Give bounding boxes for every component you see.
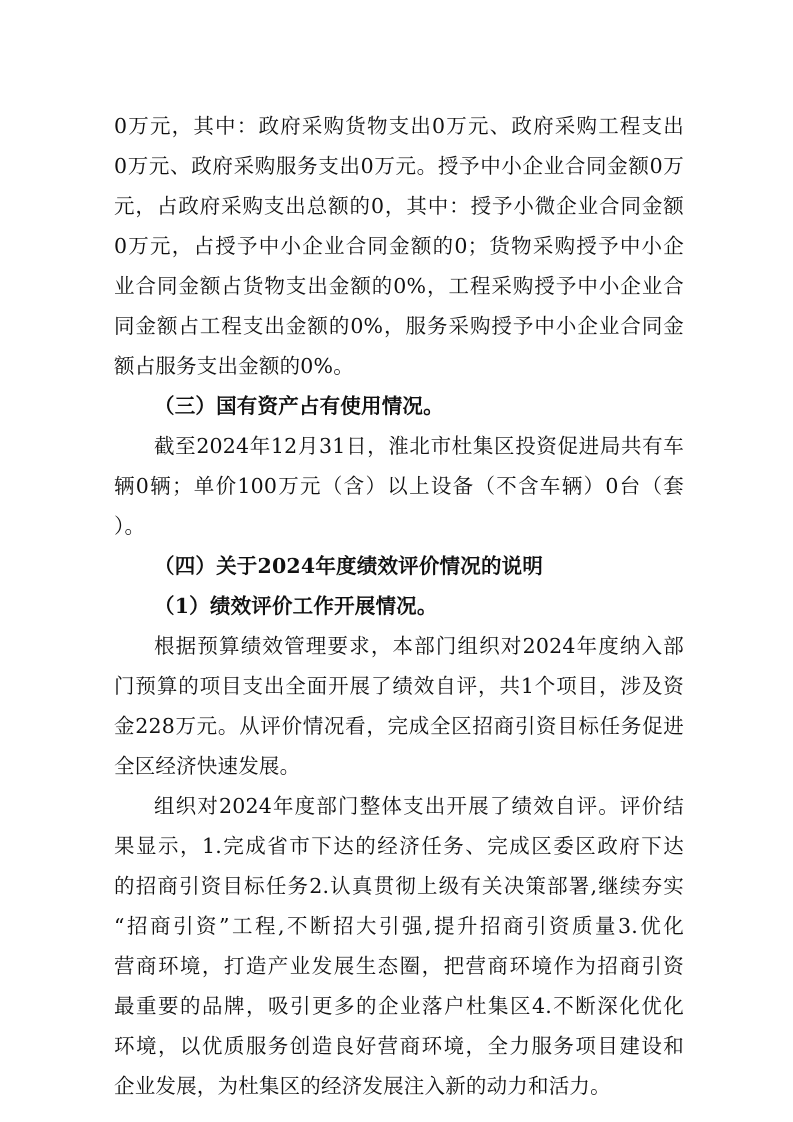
paragraph-line: 的招商引资目标任务2.认真贯彻上级有关决策部署,继续夯实 [114,874,684,898]
paragraph-line: 企业发展，为杜集区的经济发展注入新的动力和活力。 [114,1074,611,1098]
paragraph-line: 门预算的项目支出全面开展了绩效自评，共1个项目，涉及资 [114,674,684,698]
paragraph-line: 果显示，1.完成省市下达的经济任务、完成区委区政府下达 [114,834,684,858]
paragraph-line: 同金额占工程支出金额的0%，服务采购授予中小企业合同金 [114,314,684,338]
paragraph-line: 环境，以优质服务创造良好营商环境，全力服务项目建设和 [114,1034,684,1058]
paragraph-line: 业合同金额占货物支出金额的0%，工程采购授予中小企业合 [114,274,684,298]
subsection-heading-1: （1）绩效评价工作开展情况。 [154,594,438,618]
paragraph-line: ）。 [114,514,146,538]
paragraph-line: 0万元，占授予中小企业合同金额的0；货物采购授予中小企 [114,234,684,258]
paragraph-line: 最重要的品牌，吸引更多的企业落户杜集区4.不断深化优化 [114,994,684,1018]
paragraph-line: “招商引资”工程,不断招大引强,提升招商引资质量3.优化 [114,914,684,938]
paragraph-line: 额占服务支出金额的0%。 [114,354,354,378]
paragraph-line: 辆0辆；单价100万元（含）以上设备（不含车辆）0台（套 [114,474,684,498]
paragraph-line: 根据预算绩效管理要求，本部门组织对2024年度纳入部 [154,634,684,658]
paragraph-line: 截至2024年12月31日，淮北市杜集区投资促进局共有车 [154,434,684,458]
paragraph-line: 0万元、政府采购服务支出0万元。授予中小企业合同金额0万 [114,154,684,178]
paragraph-line: 元，占政府采购支出总额的0，其中：授予小微企业合同金额 [114,194,684,218]
paragraph-line: 营商环境，打造产业发展生态圈，把营商环境作为招商引资 [114,954,684,978]
paragraph-line: 金228万元。从评价情况看，完成全区招商引资目标任务促进 [114,714,684,738]
section-heading-3: （三）国有资产占有使用情况。 [154,394,444,418]
paragraph-line: 组织对2024年度部门整体支出开展了绩效自评。评价结 [154,794,684,818]
paragraph-line: 全区经济快速发展。 [114,754,301,778]
paragraph-line: 0万元，其中：政府采购货物支出0万元、政府采购工程支出 [114,114,684,138]
section-heading-4: （四）关于2024年度绩效评价情况的说明 [154,554,544,578]
